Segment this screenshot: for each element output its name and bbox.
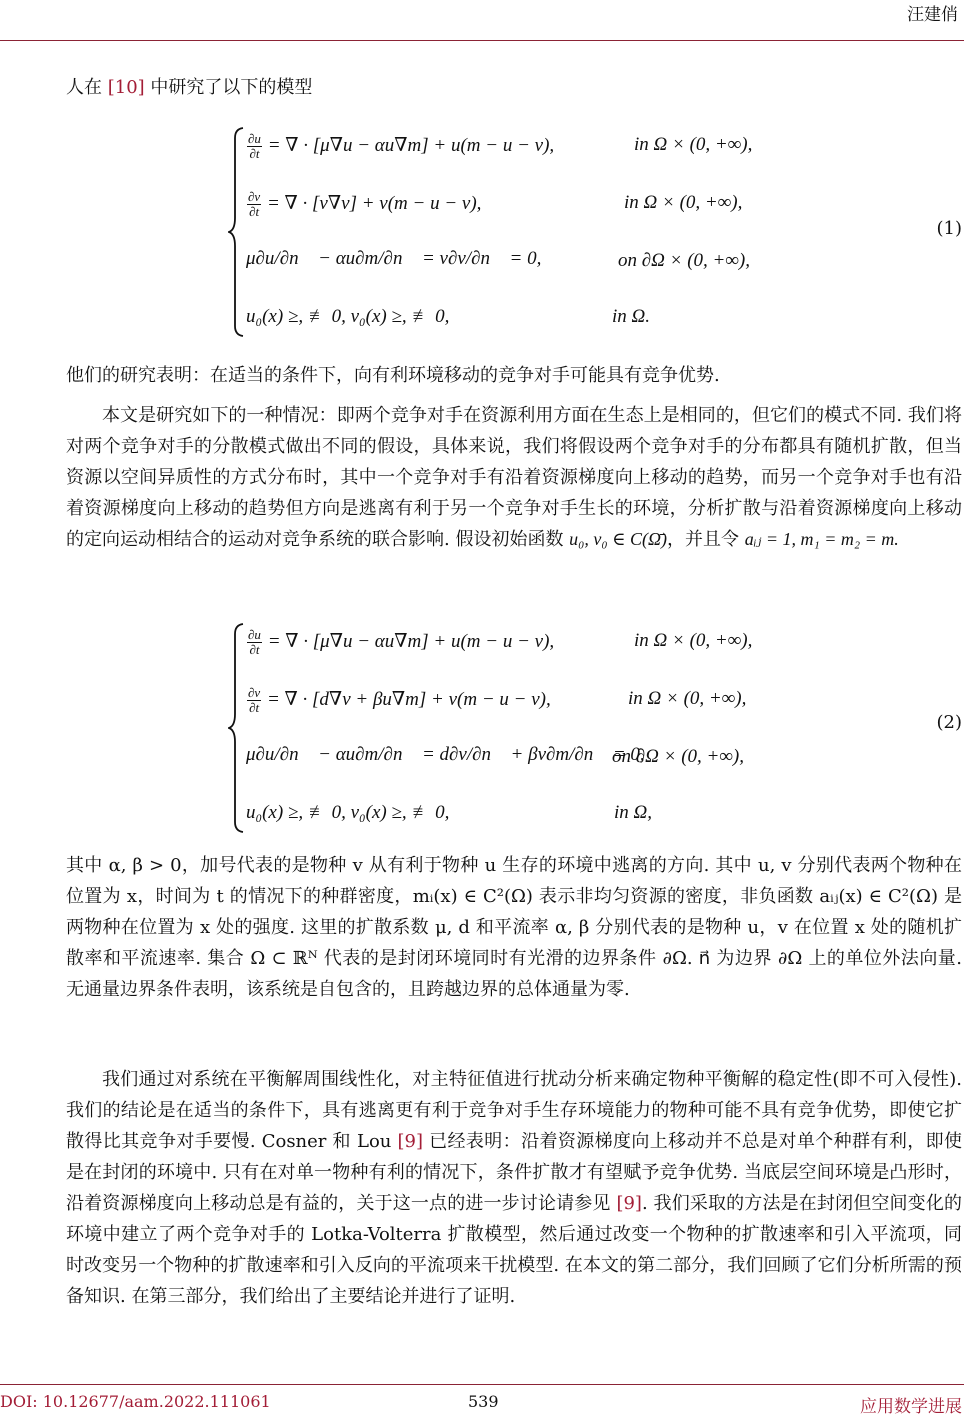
footer-journal[interactable]: 应用数学进展 xyxy=(860,1397,962,1417)
citation-link-9b[interactable]: [9] xyxy=(616,1193,642,1214)
paragraph-4: 我们通过对系统在平衡解周围线性化，对主特征值进行扰动分析来确定物种平衡解的稳定性(即不可入侵性). 我们的结论是在适当的条件下，具有逃离更有利于竞争对手生存环境能力的物种可能不具有竞争优势，即使它扩散得比其竞争对手要慢. Cosner 和 Lou [9] 已经表明：沿着资源梯度向上移动并不总是对单个种群有利，即使是在封闭的环境中. 只有在对单一物种有利的情况下，条件扩散才有望赋予竞争优势. 当底层空间环境是凸形时，沿着资源梯度向上移动总是有益的，关于这一点的进一步讨论请参见 [9]. 我们采取的方法是在封闭但空间变化的环境中建立了两个竞争对手的 Lotka-Volterra 扩散模型，然后通过改变一个物种的扩散速率和引入平流项，同时改变另一个物种的扩散速率和引入反向的平流项来干扰模型. 在本文的第二部分，我们回顾了它们分析所需的预备知识. 在第三部分，我们给出了主要结论并进行了证明. xyxy=(66,1069,963,1307)
footer-doi[interactable]: DOI: 10.12677/aam.2022.111061 xyxy=(0,1392,271,1411)
equation-number-2: (2) xyxy=(936,712,962,733)
intro-text-before: 人在 xyxy=(66,77,108,98)
equation-system-1: $\frac{\partial u}{\partial t}$ = ∇ · [μ∇u − αu∇m] + u(m − u − v), in Ω × (0, +∞), $\frac{\partial v}{\partial t}$ = ∇ · [v∇v] + v(m − u − v), in Ω × (0, +∞), μ∂u/∂n⃗ − αu∂m/∂n⃗ = v∂v/∂n⃗ = 0, on ∂Ω × (0, +∞), u₀(x) ≥, ≢ 0, v₀(x) ≥, ≢ 0, in Ω. xyxy=(228,126,962,338)
paragraph-2: 本文是研究如下的一种情况：即两个竞争对手在资源利用方面在生态上是相同的，但它们的模式不同. 我们将对两个竞争对手的分散模式做出不同的假设，具体来说，我们将假设两个竞争对手的分布都具有随机扩散，但当资源以空间异质性的方式分布时，其中一个竞争对手有沿着资源梯度向上移动的趋势，而另一个竞争对手也有沿着资源梯度向上移动的趋势但方向是逃离有利于另一个竞争对手生长的环境，分析扩散与沿着资源梯度向上移动的定向运动相结合的运动对竞争系统的联合影响. 假设初始函数 u₀, v₀ ∈ C(Ω̄)，并且令 aᵢⱼ = 1, m₁ = m₂ = m. xyxy=(66,405,962,550)
intro-line xyxy=(66,72,962,103)
header-author: 汪建俏 xyxy=(907,5,958,25)
footer-rule xyxy=(0,1384,964,1385)
footer-page-number: 539 xyxy=(468,1392,499,1411)
paragraph-1: 他们的研究表明：在适当的条件下，向有利环境移动的竞争对手可能具有竞争优势. xyxy=(66,365,720,386)
left-brace-icon xyxy=(228,622,244,834)
citation-link-9[interactable]: [9] xyxy=(397,1131,424,1152)
equation-number-1: (1) xyxy=(936,218,962,239)
left-brace-icon xyxy=(228,126,244,338)
intro-text-after: 中研究了以下的模型 xyxy=(144,77,313,98)
paragraph-3: 其中 α, β > 0，加号代表的是物种 v 从有利于物种 u 生存的环境中逃离的方向. 其中 u, v 分别代表两个物种在位置为 x，时间为 t 的情况下的种群密度，mᵢ(x) ∈ C²(Ω) 表示非均匀资源的密度，非负函数 aᵢⱼ(x) ∈ C²(Ω) 是两物种在位置为 x 处的强度. 这里的扩散系数 μ, d 和平流率 α, β 分别代表的是物种 u，v 在位置 x 处的随机扩散率和平流速率. 集合 Ω ⊂ ℝᴺ 代表的是封闭环境同时有光滑的边界条件 ∂Ω. n⃗ 为边界 ∂Ω 上的单位外法向量. 无通量边界条件表明，该系统是自包含的，且跨越边界的总体通量为零. xyxy=(66,855,962,1000)
header-rule xyxy=(0,40,964,41)
citation-link-10[interactable]: [10] xyxy=(107,77,145,98)
equation-system-2: $\frac{\partial u}{\partial t}$ = ∇ · [μ∇u − αu∇m] + u(m − u − v), in Ω × (0, +∞), $\frac{\partial v}{\partial t}$ = ∇ · [d∇v + βu∇m] + v(m − u − v), in Ω × (0, +∞), μ∂u/∂n⃗ − αu∂m/∂n⃗ = d∂v/∂n⃗ + βv∂m/∂n⃗ = 0, on ∂Ω × (0, +∞), u₀(x) ≥, ≢ 0, v₀(x) ≥, ≢ 0, in Ω, xyxy=(228,622,962,834)
